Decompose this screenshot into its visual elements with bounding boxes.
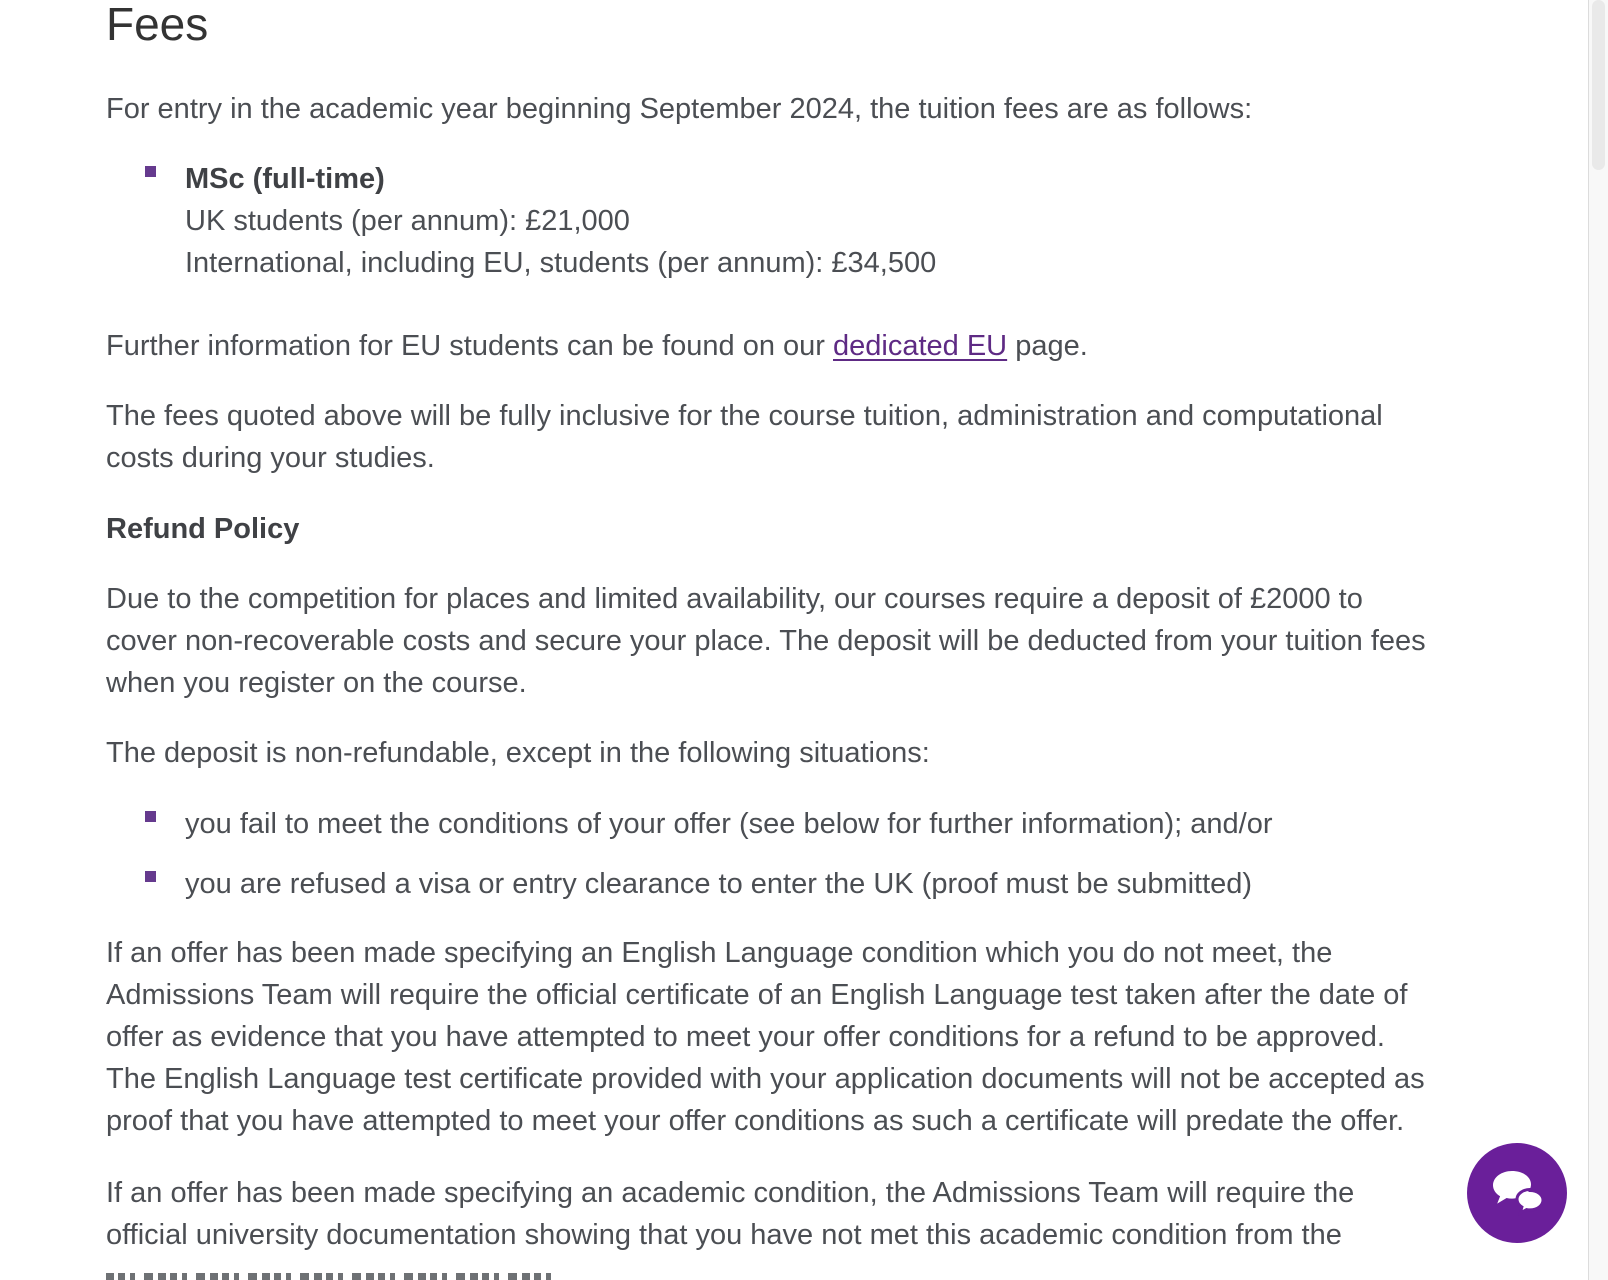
scrollbar[interactable] [1588, 0, 1608, 1280]
page-title: Fees [106, 0, 209, 50]
fees-list [106, 158, 1468, 284]
deposit-paragraph [106, 578, 1468, 704]
text-line: The fees quoted above will be fully inclusive for the course tuition, administration and computational [106, 400, 1383, 432]
eu-info-paragraph [106, 325, 1468, 367]
text-line: Due to the competition for places and limited availability, our courses require a deposit of £2000 to [106, 583, 1363, 615]
fee-line-international: International, including EU, students (per annum): £34,500 [185, 247, 937, 279]
situation-item-conditions: you fail to meet the conditions of your offer (see below for further information); and/or [106, 803, 1468, 845]
eu-text-before: Further information for EU students can be found on our [106, 330, 834, 362]
scrollbar-thumb[interactable] [1592, 0, 1605, 170]
situations-intro-paragraph: The deposit is non-refundable, except in the following situations: [106, 737, 930, 769]
dedicated-eu-link[interactable]: dedicated EU [833, 330, 1008, 362]
text-line: The English Language test certificate provided with your application documents will not be accepted as [106, 1063, 1425, 1095]
text-line: proof that you have attempted to meet your offer conditions as such a certificate will predate the offer. [106, 1105, 1405, 1137]
fee-title: MSc (full-time) [185, 163, 385, 195]
fee-line-uk: UK students (per annum): £21,000 [185, 205, 630, 237]
clipped-next-text-line [106, 1273, 558, 1280]
refund-situations-list [106, 803, 1468, 905]
eu-text-after: page. [1007, 330, 1088, 362]
text-line: If an offer has been made specifying an academic condition, the Admissions Team will require the [106, 1177, 1355, 1209]
text-line: cover non-recoverable costs and secure your place. The deposit will be deducted from your tuition fees [106, 625, 1426, 657]
text-line: Admissions Team will require the official certificate of an English Language test taken after the date of [106, 979, 1408, 1011]
intro-paragraph: For entry in the academic year beginning September 2024, the tuition fees are as follows: [106, 93, 1253, 125]
chat-button[interactable] [1467, 1143, 1567, 1243]
inclusive-fees-paragraph [106, 395, 1468, 479]
fees-list-item [106, 158, 1468, 284]
text-line: offer as evidence that you have attempted to meet your offer conditions for a refund to be approved. [106, 1021, 1385, 1053]
refund-policy-heading: Refund Policy [106, 513, 300, 545]
text-line: official university documentation showing that you have not met this academic condition from the [106, 1219, 1342, 1251]
academic-condition-paragraph [106, 1172, 1468, 1256]
chat-bubbles-icon [1488, 1169, 1546, 1217]
text-line: If an offer has been made specifying an English Language condition which you do not meet, the [106, 937, 1333, 969]
situation-item-visa: you are refused a visa or entry clearance to enter the UK (proof must be submitted) [106, 863, 1468, 905]
english-condition-paragraph [106, 932, 1468, 1142]
text-line: when you register on the course. [106, 667, 527, 699]
text-line: costs during your studies. [106, 442, 435, 474]
page-content [106, 0, 1468, 1280]
